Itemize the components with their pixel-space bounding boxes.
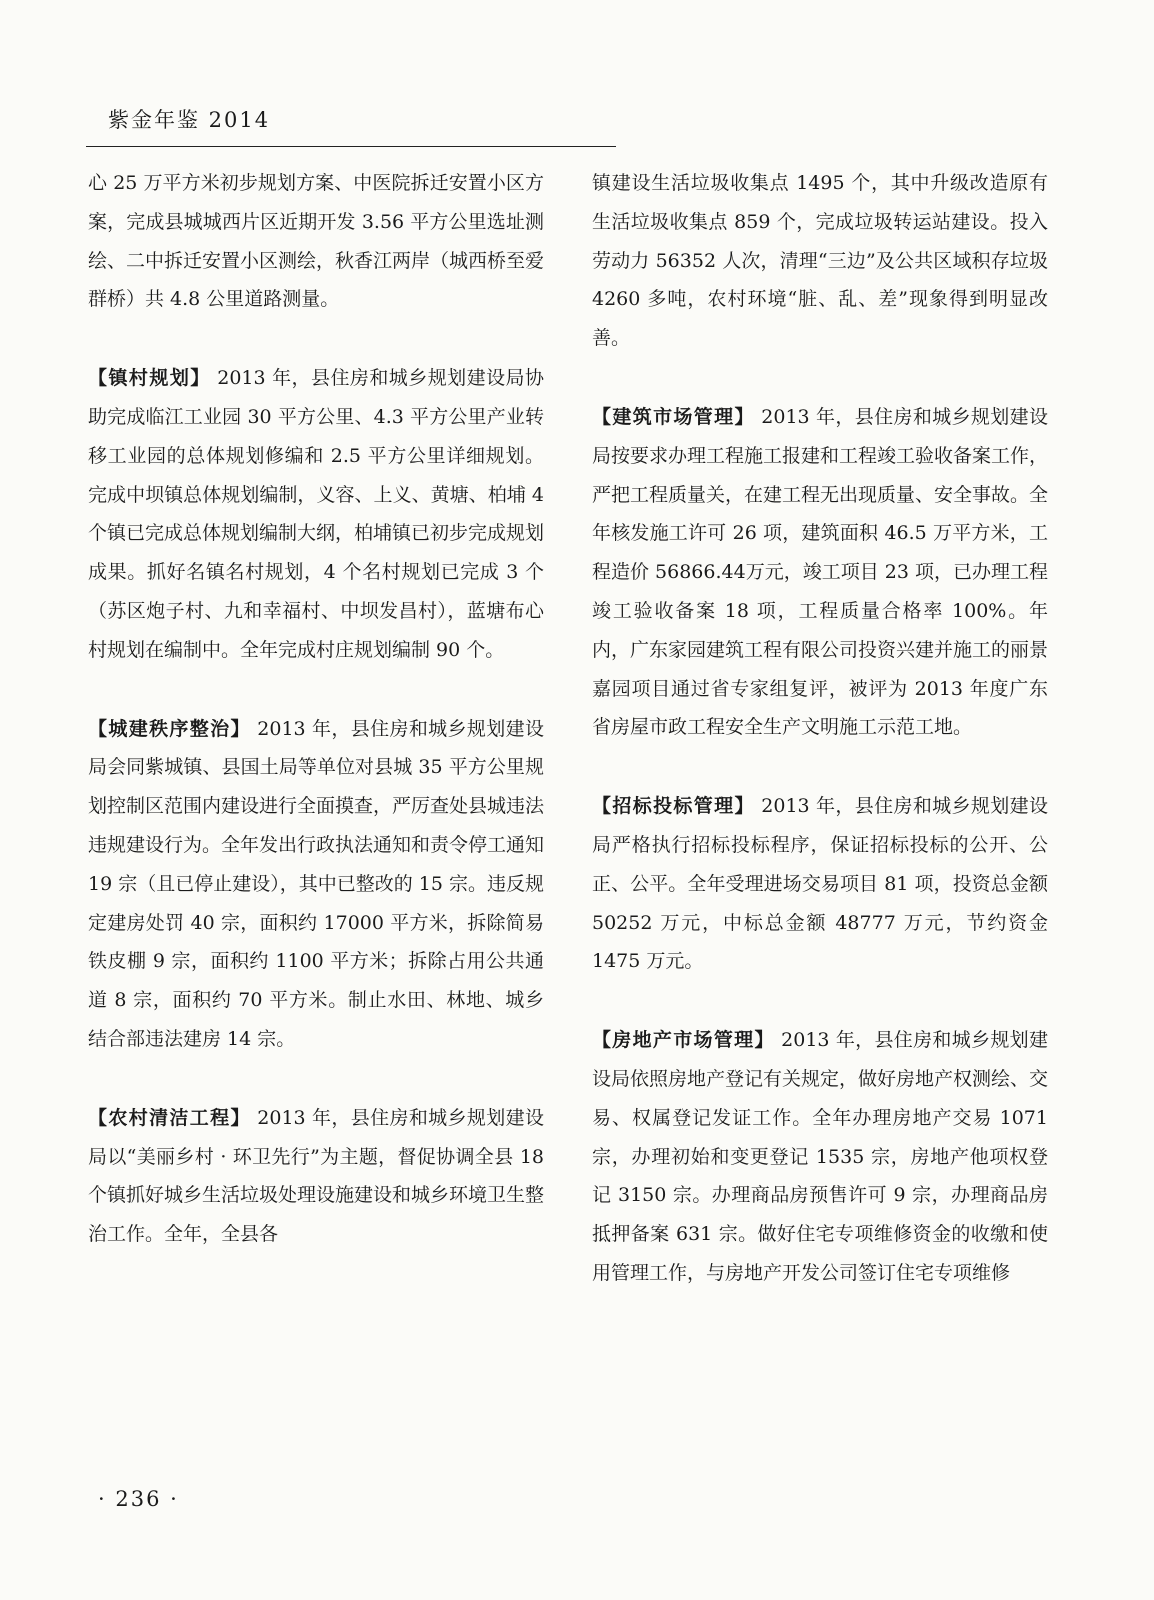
section-construction-market	[592, 398, 1048, 747]
header-rule	[86, 146, 616, 147]
section-body: 2013 年，县住房和城乡规划建设局协助完成临江工业园 30 平方公里、4.3 平方公里产业转移工业园的总体规划修编和 2.5 平方公里详细规划。完成中坝镇总体规划编制，义容、上义、黄塘、柏埔 4 个镇已完成总体规划编制大纲，柏埔镇已初步完成规划成果。抓好名镇名村规划，4 个名村规划已完成 3 个（苏区炮子村、九和幸福村、中坝发昌村），蓝塘布心村规划在编制中。全年完成村庄规划编制 90 个。	[88, 367, 545, 661]
section-heading: 【镇村规划】	[88, 367, 211, 390]
section-bidding	[592, 787, 1048, 981]
section-heading: 【农村清洁工程】	[88, 1106, 251, 1129]
section-body: 2013 年，县住房和城乡规划建设局以“美丽乡村 · 环卫先行”为主题，督促协调全县 18 个镇抓好城乡生活垃圾处理设施建设和城乡环境卫生整治工作。全年，全县各	[88, 1106, 545, 1246]
section-body: 2013 年，县住房和城乡规划建设局严格执行招标投标程序，保证招标投标的公开、公正、公平。全年受理进场交易项目 81 项，投资总金额 50252 万元，中标总金额 48777 万元，节约资金 1475 万元。	[592, 795, 1048, 973]
section-heading: 【房地产市场管理】	[592, 1029, 775, 1052]
page-number: · 236 ·	[98, 1487, 179, 1511]
running-header-title: 紫金年鉴 2014	[108, 108, 271, 132]
right-column	[592, 164, 1048, 1333]
section-real-estate	[592, 1021, 1048, 1293]
left-column	[88, 164, 544, 1294]
section-town-village-planning	[88, 359, 544, 669]
section-rural-cleaning	[88, 1099, 544, 1254]
section-body: 2013 年，县住房和城乡规划建设局会同紫城镇、县国土局等单位对县城 35 平方公里规划控制区范围内建设进行全面摸查，严厉查处县城违法违规建设行为。全年发出行政执法通知和责令停工通知 19 宗（且已停止建设），其中已整改的 15 宗。违反规定建房处罚 40 宗，面积约 17000 平方米，拆除简易铁皮棚 9 宗，面积约 1100 平方米；拆除占用公共通道 8 宗，面积约 70 平方米。制止水田、林地、城乡结合部违法建房 14 宗。	[88, 717, 545, 1050]
section-body: 2013 年，县住房和城乡规划建设局依照房地产登记有关规定，做好房地产权测绘、交易、权属登记发证工作。全年办理房地产交易 1071 宗，办理初始和变更登记 1535 宗，房地产他项权登记 3150 宗。办理商品房预售许可 9 宗，办理商品房抵押备案 631 宗。做好住宅专项维修资金的收缴和使用管理工作，与房地产开发公司签订住宅专项维修	[592, 1029, 1049, 1284]
continued-paragraph: 心 25 万平方米初步规划方案、中医院拆迁安置小区方案，完成县城城西片区近期开发 3.56 平方公里选址测绘、二中拆迁安置小区测绘，秋香江两岸（城西桥至爱群桥）共 4.8 公里道路测量。	[88, 172, 545, 311]
continued-paragraph: 镇建设生活垃圾收集点 1495 个，其中升级改造原有生活垃圾收集点 859 个，完成垃圾转运站建设。投入劳动力 56352 人次，清理“三边”及公共区域积存垃圾 4260 多吨，农村环境“脏、乱、差”现象得到明显改善。	[592, 172, 1048, 350]
section-heading: 【招标投标管理】	[592, 795, 755, 818]
section-heading: 【城建秩序整治】	[88, 717, 251, 740]
section-body: 2013 年，县住房和城乡规划建设局按要求办理工程施工报建和工程竣工验收备案工作，严把工程质量关，在建工程无出现质量、安全事故。全年核发施工许可 26 项，建筑面积 46.5 万平方米，工程造价 56866.44万元，竣工项目 23 项，已办理工程竣工验收备案 18 项，工程质量合格率 100%。年内，广东家园建筑工程有限公司投资兴建并施工的丽景嘉园项目通过省专家组复评，被评为 2013 年度广东省房屋市政工程安全生产文明施工示范工地。	[592, 405, 1049, 739]
section-heading: 【建筑市场管理】	[592, 405, 755, 428]
section-urban-order	[88, 710, 544, 1059]
